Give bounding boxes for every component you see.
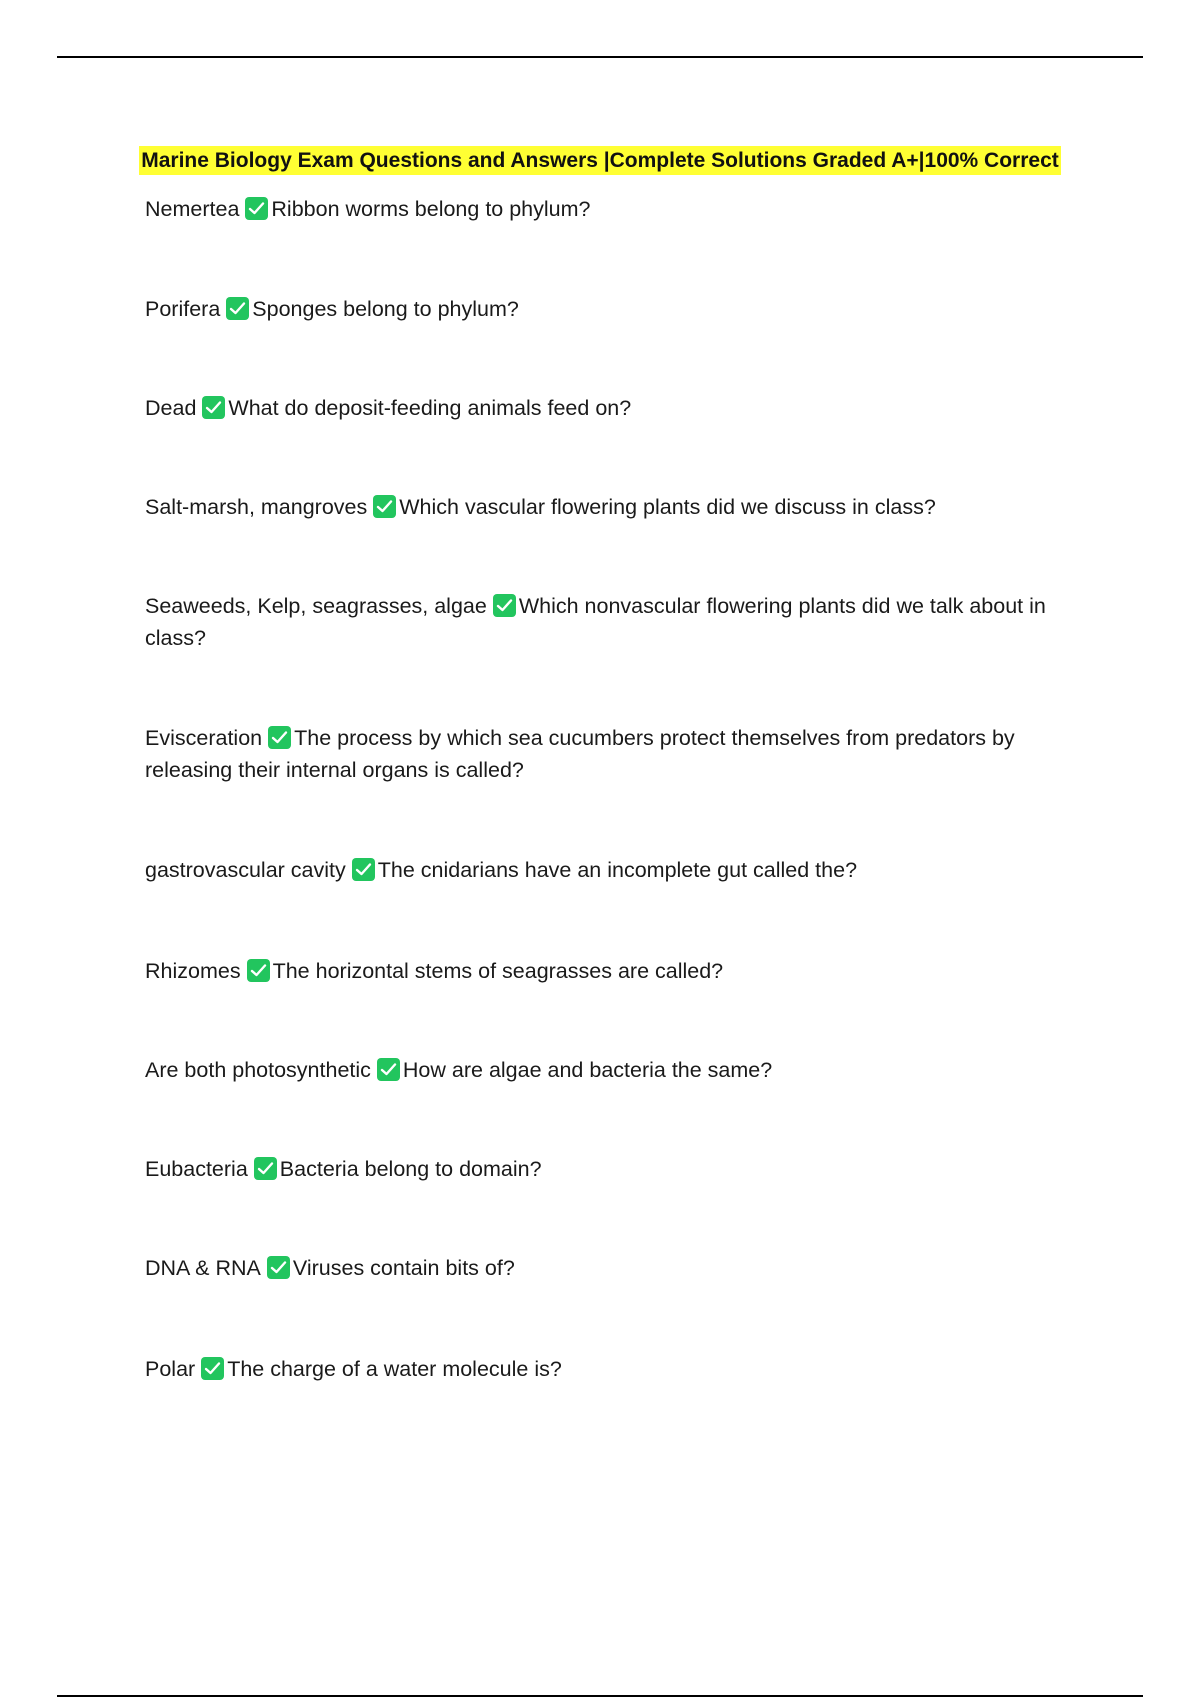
question-text: Which vascular flowering plants did we discuss in class? — [399, 495, 936, 519]
question-text: The horizontal stems of seagrasses are called? — [272, 959, 724, 983]
question-text: Viruses contain bits of? — [292, 1256, 515, 1280]
bottom-rule — [57, 1695, 1143, 1697]
qa-item-11 — [145, 1252, 1085, 1284]
answer-text: Porifera — [145, 297, 221, 321]
answer-text: Seaweeds, Kelp, seagrasses, algae — [145, 594, 487, 618]
question-text: The cnidarians have an incomplete gut called the? — [377, 858, 858, 882]
answer-text: Salt-marsh, mangroves — [145, 495, 368, 519]
check-mark-icon — [267, 1256, 290, 1279]
check-mark-icon — [226, 297, 249, 320]
question-text: Sponges belong to phylum? — [252, 297, 519, 321]
qa-item-2 — [145, 293, 1085, 325]
answer-text: Polar — [145, 1357, 196, 1381]
question-text: Bacteria belong to domain? — [279, 1157, 542, 1181]
qa-item-5 — [145, 590, 1085, 654]
qa-item-8 — [145, 955, 1085, 987]
check-mark-icon — [245, 197, 268, 220]
answer-text: Are both photosynthetic — [145, 1058, 371, 1082]
answer-text: Rhizomes — [145, 959, 241, 983]
qa-item-1 — [145, 193, 1085, 225]
question-text: What do deposit-feeding animals feed on? — [228, 396, 632, 420]
qa-item-6 — [145, 722, 1085, 786]
check-mark-icon — [377, 1058, 400, 1081]
question-text: Which nonvascular flowering plants did we talk about in class? — [145, 594, 1046, 650]
answer-text: Evisceration — [145, 726, 263, 750]
answer-text: gastrovascular cavity — [145, 858, 346, 882]
check-mark-icon — [202, 396, 225, 419]
qa-item-4 — [145, 491, 1085, 523]
document-title: Marine Biology Exam Questions and Answers |Complete Solutions Graded A+|100% Correct — [139, 146, 1061, 175]
title-container — [0, 146, 1200, 175]
question-text: The charge of a water molecule is? — [227, 1357, 562, 1381]
qa-item-3 — [145, 392, 1085, 424]
qa-item-10 — [145, 1153, 1085, 1185]
question-text: How are algae and bacteria the same? — [402, 1058, 773, 1082]
answer-text: Nemertea — [145, 197, 240, 221]
answer-text: Dead — [145, 396, 197, 420]
qa-item-9 — [145, 1054, 1085, 1086]
check-mark-icon — [254, 1157, 277, 1180]
qa-item-7 — [145, 854, 1085, 886]
check-mark-icon — [247, 959, 270, 982]
question-text: Ribbon worms belong to phylum? — [271, 197, 591, 221]
top-rule — [57, 56, 1143, 58]
check-mark-icon — [373, 495, 396, 518]
check-mark-icon — [352, 858, 375, 881]
check-mark-icon — [268, 726, 291, 749]
check-mark-icon — [201, 1357, 224, 1380]
question-text: The process by which sea cucumbers protect themselves from predators by releasing their internal organs is called? — [145, 726, 1015, 782]
check-mark-icon — [493, 594, 516, 617]
answer-text: DNA & RNA — [145, 1256, 261, 1280]
answer-text: Eubacteria — [145, 1157, 248, 1181]
qa-item-12 — [145, 1353, 1085, 1385]
